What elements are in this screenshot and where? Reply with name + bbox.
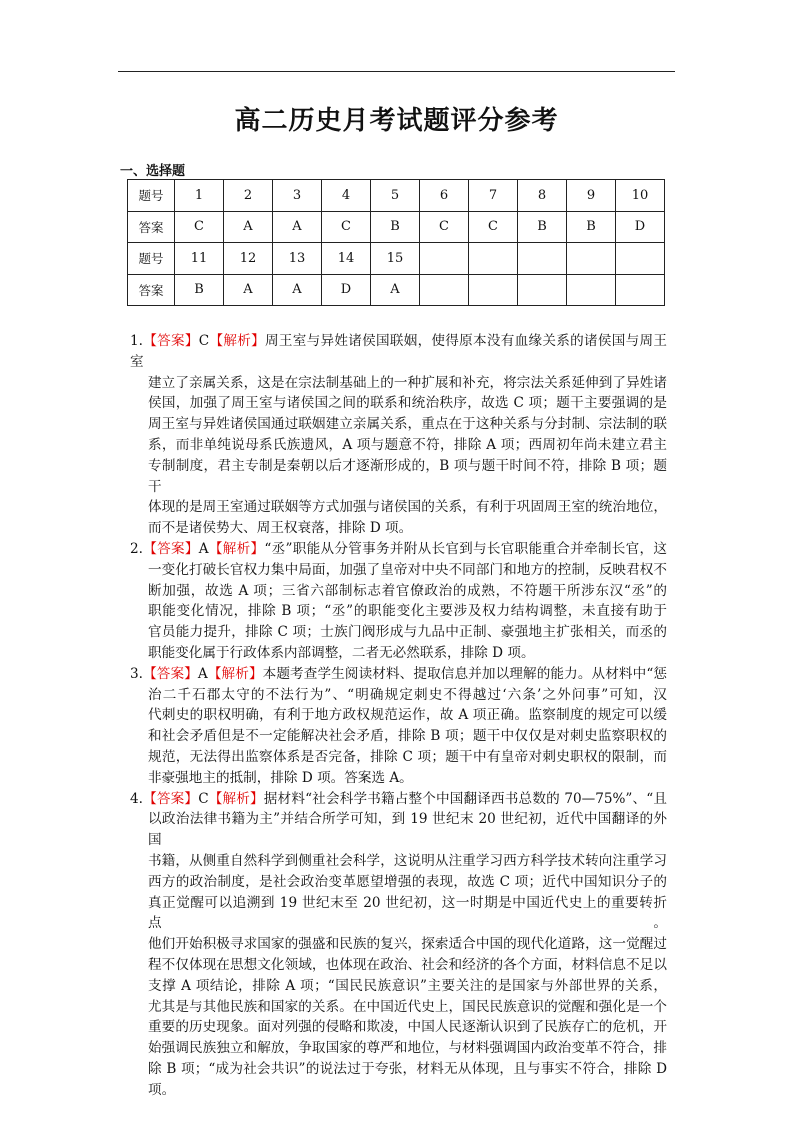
table-cell: 9 [567,180,616,212]
answer-tag: 【答案】 [142,540,199,557]
answer-line: 周王室与异姓诸侯国通过联姻建立亲属关系，重点在于这种关系与分封制、宗法制的联 [148,416,667,433]
answer-line: 和社会矛盾但是不一定能解决社会矛盾，排除 B 项；题干中仅仅是对刺史监察职权的 [148,728,667,745]
table-cell: 14 [322,243,371,275]
table-cell: A [224,274,273,306]
answer-item [130,331,667,539]
answer-key: C [198,790,209,807]
page-title: 高二历史月考试题评分参考 [234,106,559,136]
answer-line [130,539,667,560]
table-cell: 5 [371,180,420,212]
answer-line: 除 B 项；“成为社会共识”的说法过于夸张，材料无从体现，且与事实不符合，排除 D [148,1060,667,1077]
answer-line [130,664,667,685]
answer-key: A [198,540,209,557]
answer-line: 程不仅体现在思想文化领域，也体现在政治、社会和经济的各个方面，材料信息不足以 [148,956,667,973]
table-row [128,274,665,306]
table-cell: 4 [322,180,371,212]
table-cell: 1 [175,180,224,212]
table-cell [616,274,665,306]
table-row [128,211,665,243]
table-cell [469,274,518,306]
answer-line: 治二千石郡太守的不法行为”、“明确规定刺史不得越过‘六条’之外问事”可知，汉 [148,686,667,703]
answer-tag: 【答案】 [142,665,198,682]
table-cell: B [518,211,567,243]
table-cell: C [175,211,224,243]
answer-list [130,331,667,1100]
answer-text: 据材料“社会科学书籍占整个中国翻译西书总数的 70—75%”、“且 [263,790,668,807]
answer-line: 职能变化情况，排除 B 项；“丞”的职能变化主要涉及权力结构调整，未直接有助于 [148,603,667,620]
row-label: 答案 [128,274,175,306]
answer-line: 官员能力提升，排除 C 项；士族门阀形成与九品中正制、豪强地主扩张相关，而丞的 [148,624,667,641]
answer-line: 代刺史的职权明确，有利于地方政权规范运作，故 A 项正确。监察制度的规定可以缓 [148,707,667,724]
table-cell [420,243,469,275]
answer-number: 1. [130,333,143,349]
table-cell: A [371,274,420,306]
table-cell: 7 [469,180,518,212]
answer-line: 专制制度，君主专制是秦朝以后才逐渐形成的，B 项与题干时间不符，排除 B 项；题干 [148,457,667,495]
analysis-tag: 【解析】 [208,790,264,807]
answer-item [130,789,667,1101]
table-cell: 11 [175,243,224,275]
answer-text: “丞”职能从分管事务并附从长官到与长官职能重合并牵制长官，这 [264,540,668,557]
answer-tag: 【答案】 [142,790,199,807]
table-cell: A [273,274,322,306]
answer-line: 建立了亲属关系，这是在宗法制基础上的一种扩展和补充，将宗法关系延伸到了异姓诸 [148,374,667,391]
section-heading: 一、选择题 [120,164,186,179]
answer-line: 系，而非单纯说母系氏族遗风，A 项与题意不符，排除 A 项；西周初年尚未建立君主 [148,436,667,453]
answer-line: 支撑 A 项结论，排除 A 项；“国民民族意识”主要关注的是国家与外部世界的关系， [148,977,667,994]
answer-table [127,179,665,306]
row-label: 题号 [128,180,175,212]
answer-text: 本题考查学生阅读材料、提取信息并加以理解的能力。从材料中“惩 [262,665,667,682]
table-cell [567,243,616,275]
answer-line: 体现的是周王室通过联姻等方式加强与诸侯国的关系，有利于巩固周王室的统治地位， [148,499,667,516]
answer-number: 3. [130,665,143,682]
table-cell: 13 [273,243,322,275]
row-label: 答案 [128,211,175,243]
table-cell: 6 [420,180,469,212]
answer-line: 书籍，从侧重自然科学到侧重社会科学，这说明从注重学习西方科学技术转向注重学习 [148,852,667,869]
table-cell: 2 [224,180,273,212]
table-cell: C [322,211,371,243]
table-cell: B [371,211,420,243]
answer-line: 非豪强地主的抵制，排除 D 项。答案选 A。 [148,769,413,786]
table-cell: 15 [371,243,420,275]
table-cell: 3 [273,180,322,212]
answer-tag: 【答案】 [142,333,199,349]
table-cell: 12 [224,243,273,275]
answer-line: 真正觉醒可以追溯到 19 世纪末至 20 世纪初，这一时期是中国近代史上的重要转折点。 [148,894,667,932]
analysis-tag: 【解析】 [209,333,265,349]
answer-number: 4. [130,790,143,807]
table-cell: B [175,274,224,306]
table-cell [469,243,518,275]
table-row [128,180,665,212]
analysis-tag: 【解析】 [207,665,263,682]
answer-line [130,789,667,810]
table-cell: D [616,211,665,243]
table-cell [518,274,567,306]
row-label: 题号 [128,243,175,275]
table-cell: C [420,211,469,243]
answer-line: 以政治法律书籍为主”并结合所学可知，到 19 世纪末 20 世纪初，近代中国翻译的外国 [148,811,667,849]
table-cell [567,274,616,306]
answer-line: 始强调民族独立和解放，争取国家的尊严和地位，与材料强调国内政治变革不符合，排 [148,1040,667,1057]
answer-line: 他们开始积极寻求国家的强盛和民族的复兴，探索适合中国的现代化道路，这一觉醒过 [148,936,667,953]
header-rule [118,71,675,72]
answer-line [130,331,667,373]
table-cell [518,243,567,275]
answer-line: 西方的政治制度，是社会政治变革愿望增强的表现，故选 C 项；近代中国知识分子的 [148,873,667,890]
answer-line: 规范，无法得出监察体系是否完备，排除 C 项；题干中有皇帝对刺史职权的限制，而 [148,748,667,765]
answer-line: 重要的历史现象。面对列强的侵略和欺凌，中国人民逐渐认识到了民族存亡的危机，开 [148,1019,667,1036]
table-cell: D [322,274,371,306]
answer-text: 周王室与异姓诸侯国联姻，使得原本没有血缘关系的诸侯国与周王室 [130,333,668,370]
answer-key: C [198,333,210,349]
table-cell [420,274,469,306]
analysis-tag: 【解析】 [208,540,265,557]
table-cell: C [469,211,518,243]
answer-line: 一变化打破长官权力集中局面，加强了皇帝对中央不同部门和地方的控制，反映君权不 [148,561,667,578]
table-cell: 8 [518,180,567,212]
answer-line: 项。 [148,1081,176,1098]
answer-line: 侯国，加强了周王室与诸侯国之间的联系和统治秩序，故选 C 项；题干主要强调的是 [148,395,667,412]
table-cell: A [224,211,273,243]
answer-key: A [197,665,208,682]
table-row [128,243,665,275]
table-cell: B [567,211,616,243]
table-cell: A [273,211,322,243]
table-cell: 10 [616,180,665,212]
answer-item [130,539,667,664]
answer-line: 而不是诸侯势大、周王权衰落，排除 D 项。 [148,520,413,537]
answer-number: 2. [130,540,143,557]
table-cell [616,243,665,275]
answer-line: 尤其是与其他民族和国家的关系。在中国近代史上，国民民族意识的觉醒和强化是一个 [148,998,667,1015]
answer-line: 职能变化属于行政体系内部调整，二者无必然联系，排除 D 项。 [148,644,535,661]
answer-line: 断加强，故选 A 项；三省六部制标志着官僚政治的成熟，不符题干所涉东汉“丞”的 [148,582,667,599]
answer-item [130,664,667,789]
